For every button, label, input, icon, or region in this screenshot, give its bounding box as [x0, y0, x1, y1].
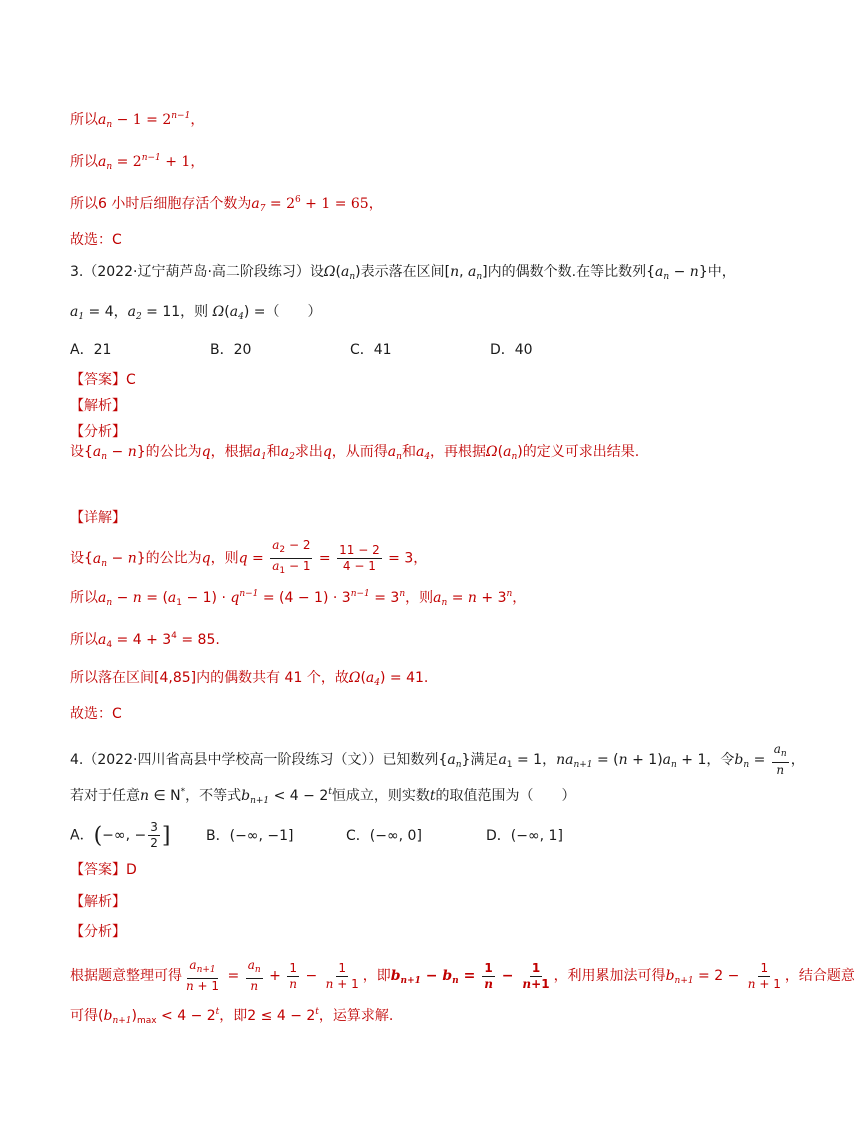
fenxi-label-q4: 【分析】: [70, 924, 126, 940]
question-3-options: [70, 340, 630, 360]
option-b: B．20: [210, 342, 252, 358]
detail-line-1: 设$\{a_n - n\}$的公比为q，则q = $\frac{a_2 - 2}{a_1 - 1}$ = $\frac{11 - 2}{4 - 1}$ = 3，: [70, 538, 428, 576]
option-d: D．(−∞, 1]: [486, 827, 563, 844]
detail-line-2: 所以$a_n - n = (a_1 - 1) \cdot q^{n-1} = (4 - 1) \cdot 3^{n-1} = 3^n$，则$a_n = n + 3^n$，: [70, 589, 527, 608]
answer-label-q4: 【答案】D: [70, 862, 137, 878]
option-c: C．41: [350, 342, 392, 358]
derivation-line-1: 所以$a_n - 1 = 2^{n-1}$，: [70, 111, 205, 130]
analysis-text: 设$\{a_n - n\}$的公比为q，根据$a_1$和$a_2$求出q，从而得$a_n$和$a_4$，再根据$\Omega(a_n)$的定义可求出结果.: [70, 444, 640, 462]
derivation-line-2: 所以$a_n = 2^{n-1} + 1$，: [70, 153, 205, 172]
option-a: A．(−∞, − $\frac{3}{2}$ ]: [70, 820, 171, 850]
question-3-stem: 3.（2022·辽宁葫芦岛·高二阶段练习）设$\Omega(a_n)$表示落在区间[n, $a_n$]内的偶数个数.在等比数列$\{a_n - n\}$中，: [70, 264, 736, 282]
question-4-stem: 4.（2022·四川省高县中学校高一阶段练习（文））已知数列$\{a_n\}$满足$a_1 = 1$，$na_{n+1} = (n + 1)a_n + 1$，令$b_n$ = $\frac{a_n}{n}$ ，: [70, 742, 805, 777]
answer-choice-prev: 故选：C: [70, 232, 122, 248]
answer-label: 【答案】C: [70, 372, 136, 388]
xiangjie-label: 【详解】: [70, 510, 126, 526]
derivation-line-3: 所以6 小时后细胞存活个数为$a_7 = 2^6 + 1 = 65$，: [70, 195, 383, 214]
question-4-stem-2: 若对于任意n ∈ N*，不等式$b_{n+1} < 4 - 2^t$恒成立，则实数t的取值范围为（ ）: [70, 787, 576, 806]
question-3-conditions: $a_1 = 4$，$a_2 = 11$，则 $\Omega(a_4)$ =（ ）: [70, 304, 322, 322]
analysis-q4-line-1: 根据题意整理可得 $\frac{a_{n+1}}{n + 1}$ = $\frac{a_n}{n}$ + $\frac{1}{n}$ − $\frac{1}{n + 1}$ ，即$b_{n+1} - b_n$ = $\frac{1}{n}$ − $\frac{1}{n+1}$ ，利用累加法可得$b_{n+1} = 2$ − $\frac{1}{n + 1}$ ，结合题意: [70, 958, 855, 993]
analysis-q4-line-2: 可得$(b_{n+1})_{max} < 4 - 2^t$，即$2 \le 4 - 2^t$，运算求解.: [70, 1007, 394, 1026]
option-b: B．(−∞, −1]: [206, 827, 294, 844]
detail-line-4: 所以落在区间[4,85]内的偶数共有 41 个，故$\Omega(a_4) = 41$.: [70, 670, 429, 688]
option-d: D．40: [490, 342, 533, 358]
fenxi-label: 【分析】: [70, 424, 126, 440]
option-a: A．21: [70, 342, 112, 358]
jiexi-label: 【解析】: [70, 398, 126, 414]
jiexi-label-q4: 【解析】: [70, 894, 126, 910]
answer-choice-q3: 故选：C: [70, 706, 122, 722]
option-c: C．(−∞, 0]: [346, 827, 422, 844]
question-4-options: [70, 820, 626, 851]
detail-line-3: 所以$a_4 = 4 + 3^4 = 85$.: [70, 631, 220, 650]
